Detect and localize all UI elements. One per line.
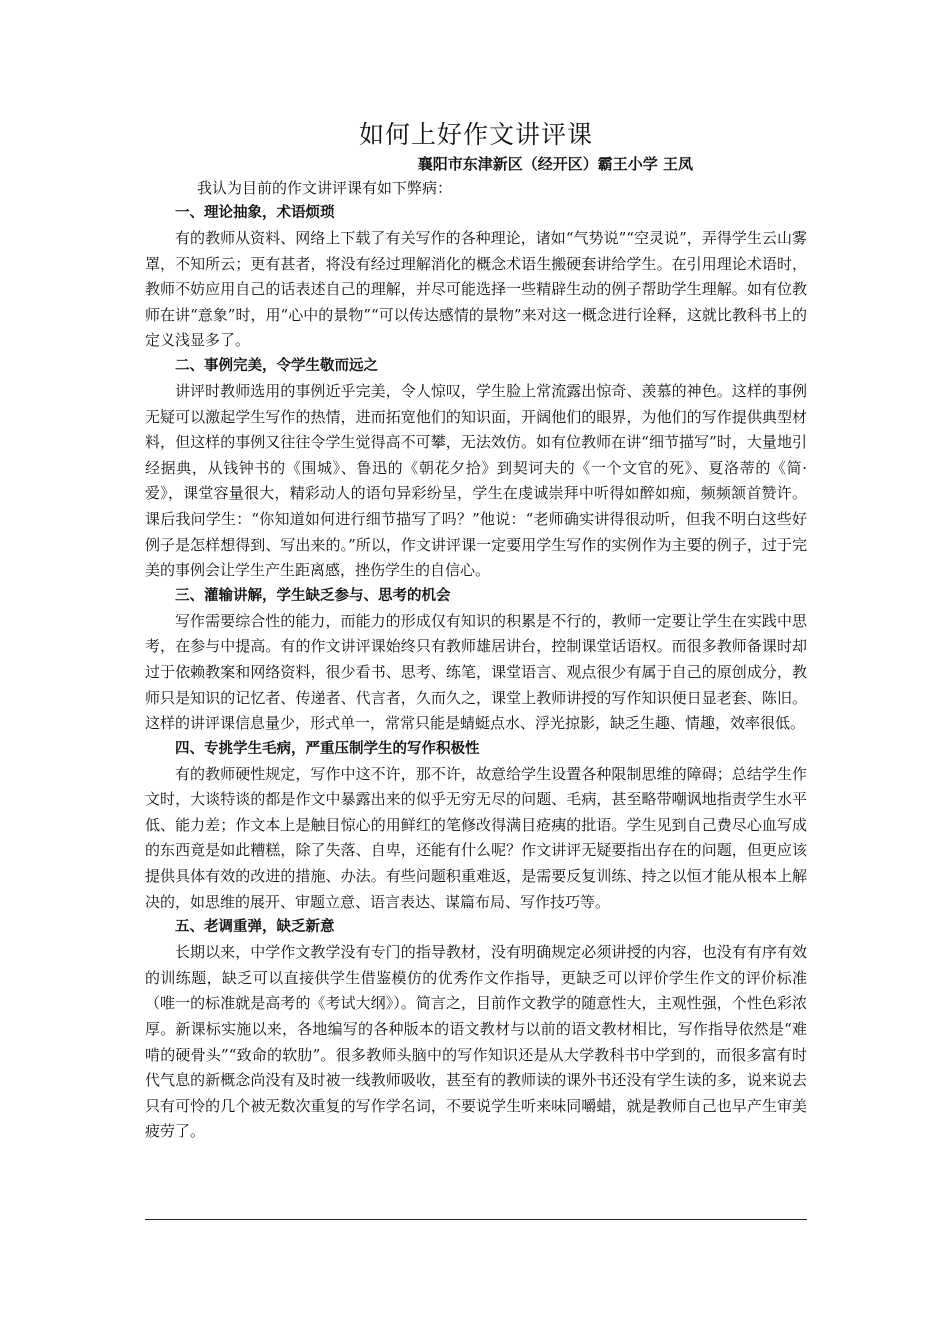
- section-paragraph-1: 有的教师从资料、网络上下载了有关写作的各种理论，诸如“气势说”“空灵说”，弄得学生云山雾罩，不知所云；更有甚者，将没有经过理解消化的概念术语生搬硬套讲给学生。在引用理论术语时，教师不妨应用自己的话表述自己的理解，并尽可能选择一些精辟生动的例子帮助学生理解。如有位教师在讲“意象”时，用“心中的景物”“可以传达感情的景物”来对这一概念进行诠释，这就比教科书上的定义浅显多了。: [145, 229, 807, 350]
- section-paragraph-3: 写作需要综合性的能力，而能力的形成仅有知识的积累是不行的，教师一定要让学生在实践中思考，在参与中提高。有的作文讲评课始终只有教师雄居讲台，控制课堂话语权。而很多教师备课时却过于依赖教案和网络资料，很少看书、思考、练笔，课堂语言、观点很少有属于自己的原创成分，教师只是知识的记忆者、传递者、代言者，久而久之，课堂上教师讲授的写作知识便日显老套、陈旧。这样的讲评课信息量少，形式单一，常常只能是蜻蜓点水、浮光掠影，缺乏生趣、情趣，效率很低。: [145, 611, 807, 733]
- document-body: [145, 118, 807, 1145]
- section-paragraph-2: 讲评时教师选用的事例近乎完美，令人惊叹，学生脸上常流露出惊奇、羡慕的神色。这样的事例无疑可以激起学生写作的热情，进而拓宽他们的知识面，开阔他们的眼界，为他们的写作提供典型材料，但这样的事例又往往令学生觉得高不可攀，无法效仿。如有位教师在讲“细节描写”时，大量地引经据典，从钱钟书的《围城》、鲁迅的《朝花夕拾》到契诃夫的《一个文官的死》、夏洛蒂的《简·爱》，课堂容量很大，精彩动人的语句异彩纷呈，学生在虔诚崇拜中听得如醉如痴，频频颔首赞许。课后我问学生：“你知道如何进行细节描写了吗？”他说：“老师确实讲得很动听，但我不明白这些好例子是怎样想得到、写出来的。”所以，作文讲评课一定要用学生写作的实例作为主要的例子，过于完美的事例会让学生产生距离感，挫伤学生的自信心。: [145, 381, 807, 580]
- intro-paragraph: 我认为目前的作文讲评课有如下弊病：: [197, 179, 453, 197]
- section-heading-5: 五、老调重弹，缺乏新意: [175, 919, 335, 936]
- section-paragraph-4: 有的教师硬性规定，写作中这不许，那不许，故意给学生设置各种限制思维的障碍；总结学生作文时，大谈特谈的都是作文中暴露出来的似乎无穷无尽的问题、毛病，甚至略带嘲讽地指责学生水平低、能力差；作文本上是触目惊心的用鲜红的笔修改得满目疮痍的批语。学生见到自己费尽心血写成的东西竟是如此糟糕，除了失落、自卑，还能有什么呢？作文讲评无疑要指出存在的问题，但更应该提供具体有效的改进的措施、办法。有些问题积重难返，是需要反复训练、持之以恒才能从根本上解决的，如思维的展开、审题立意、语言表达、谋篇布局、写作技巧等。: [145, 764, 807, 911]
- section-heading-4: 四、专挑学生毛病，严重压制学生的写作积极性: [175, 740, 480, 757]
- author-line: 襄阳市东津新区（经开区）霸王小学 王凤: [417, 155, 693, 173]
- section-paragraph-5: 长期以来，中学作文教学没有专门的指导教材，没有明确规定必须讲授的内容，也没有有序有效的训练题，缺乏可以直接供学生借鉴模仿的优秀作文作指导，更缺乏可以评价学生作文的评价标准（唯一的标准就是高考的《考试大纲》）。简言之，目前作文教学的随意性大，主观性强，个性色彩浓厚。新课标实施以来，各地编写的各种版本的语文教材与以前的语文教材相比，写作指导依然是“难啃的硬骨头”“致命的软肋”。很多教师头脑中的写作知识还是从大学教科书中学到的，而很多富有时代气息的新概念尚没有及时被一线教师吸收，甚至有的教师读的课外书还没有学生读的多，说来说去只有可怜的几个被无数次重复的写作学名词，不要说学生听来味同嚼蜡，就是教师自己也早产生审美疲劳了。: [145, 943, 807, 1141]
- document-title: 如何上好作文讲评课: [358, 120, 593, 149]
- footer-divider: [145, 1219, 807, 1220]
- section-heading-3: 三、灌输讲解，学生缺乏参与、思考的机会: [175, 587, 451, 604]
- section-heading-2: 二、事例完美，令学生敬而远之: [175, 357, 378, 374]
- section-heading-1: 一、理论抽象，术语烦琐: [175, 205, 335, 221]
